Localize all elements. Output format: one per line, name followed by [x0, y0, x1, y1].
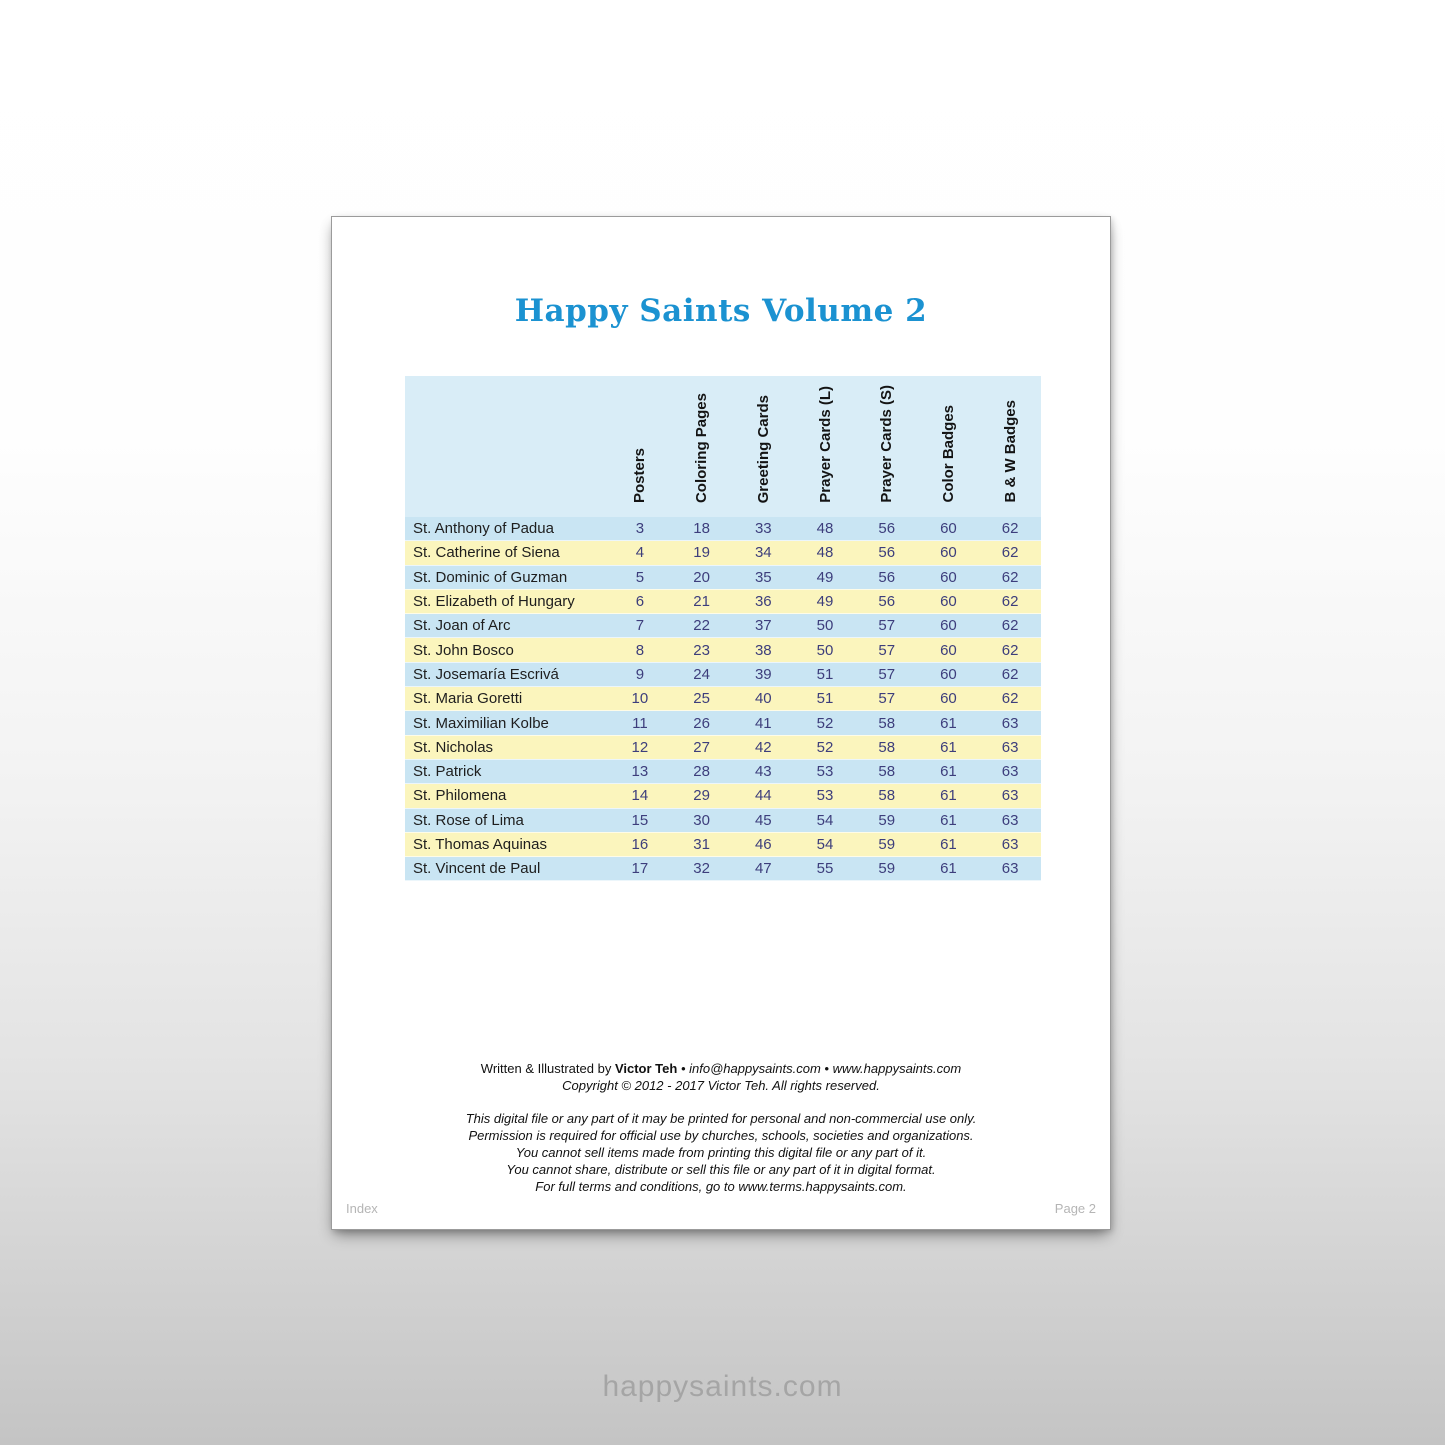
page-number-cell: 62	[979, 614, 1041, 638]
page-number-cell: 62	[979, 687, 1041, 711]
saint-name-cell: St. Joan of Arc	[405, 614, 609, 638]
saint-name-cell: St. Anthony of Padua	[405, 517, 609, 541]
page-number-cell: 62	[979, 589, 1041, 613]
page-number-cell: 59	[856, 832, 918, 856]
page-number-cell: 48	[794, 541, 856, 565]
credit-contacts: • info@happysaints.com • www.happysaints.com	[677, 1061, 962, 1076]
page-title: Happy Saints Volume 2	[514, 293, 928, 329]
column-header	[979, 376, 1041, 517]
page-number-cell: 61	[918, 711, 980, 735]
column-header	[918, 376, 980, 517]
site-watermark: happysaints.com	[602, 1370, 843, 1403]
column-header-label: Coloring Pages	[693, 392, 711, 503]
page-number-cell: 60	[918, 517, 980, 541]
page-number-cell: 10	[609, 687, 671, 711]
credit-prefix: Written & Illustrated by	[480, 1061, 615, 1076]
saint-name-cell: St. John Bosco	[405, 638, 609, 662]
document-page	[331, 216, 1111, 1230]
column-header	[732, 376, 794, 517]
copyright-line: Copyright © 2012 - 2017 Victor Teh. All rights reserved.	[562, 1078, 880, 1093]
saint-name-cell: St. Thomas Aquinas	[405, 832, 609, 856]
page-number-cell: 27	[671, 735, 733, 759]
table-row	[405, 517, 1041, 541]
page-number-cell: 63	[979, 711, 1041, 735]
table-row	[405, 638, 1041, 662]
page-number-cell: 11	[609, 711, 671, 735]
page-number-cell: 63	[979, 857, 1041, 881]
page-number-cell: 51	[794, 662, 856, 686]
page-number-cell: 54	[794, 832, 856, 856]
page-number-cell: 15	[609, 808, 671, 832]
table-row	[405, 565, 1041, 589]
page-number-cell: 57	[856, 687, 918, 711]
column-header-label: Color Badges	[939, 405, 957, 503]
saint-name-cell: St. Elizabeth of Hungary	[405, 589, 609, 613]
page-number-cell: 52	[794, 735, 856, 759]
saints-index-table	[405, 376, 1041, 881]
page-number-cell: 3	[609, 517, 671, 541]
page-number-label: Page 2	[1054, 1201, 1096, 1216]
page-number-cell: 42	[732, 735, 794, 759]
page-number-cell: 55	[794, 857, 856, 881]
saint-name-cell: St. Josemaría Escrivá	[405, 662, 609, 686]
page-number-cell: 63	[979, 735, 1041, 759]
page-number-cell: 34	[732, 541, 794, 565]
page-number-cell: 8	[609, 638, 671, 662]
page-number-cell: 33	[732, 517, 794, 541]
column-header-label: Prayer Cards (L)	[816, 386, 834, 503]
page-number-cell: 46	[732, 832, 794, 856]
page-number-cell: 50	[794, 614, 856, 638]
page-number-cell: 63	[979, 759, 1041, 783]
page-number-cell: 56	[856, 517, 918, 541]
page-number-cell: 59	[856, 857, 918, 881]
page-number-cell: 53	[794, 759, 856, 783]
page-number-cell: 60	[918, 638, 980, 662]
saint-name-cell: St. Patrick	[405, 759, 609, 783]
page-number-cell: 21	[671, 589, 733, 613]
page-number-cell: 60	[918, 565, 980, 589]
page-number-cell: 37	[732, 614, 794, 638]
page-number-cell: 63	[979, 808, 1041, 832]
page-number-cell: 45	[732, 808, 794, 832]
page-number-cell: 16	[609, 832, 671, 856]
saint-name-cell: St. Rose of Lima	[405, 808, 609, 832]
column-header	[794, 376, 856, 517]
saint-name-cell: St. Maria Goretti	[405, 687, 609, 711]
saint-name-cell: St. Dominic of Guzman	[405, 565, 609, 589]
page-number-cell: 14	[609, 784, 671, 808]
index-table	[405, 376, 1041, 881]
page-number-cell: 61	[918, 735, 980, 759]
page-number-cell: 49	[794, 565, 856, 589]
page-number-cell: 32	[671, 857, 733, 881]
column-header	[671, 376, 733, 517]
page-number-cell: 62	[979, 638, 1041, 662]
table-row	[405, 735, 1041, 759]
page-number-cell: 52	[794, 711, 856, 735]
page-number-cell: 23	[671, 638, 733, 662]
page-number-cell: 24	[671, 662, 733, 686]
credit-line	[332, 1060, 1110, 1077]
table-body	[405, 517, 1041, 881]
page-number-cell: 44	[732, 784, 794, 808]
table-row	[405, 589, 1041, 613]
page-number-cell: 4	[609, 541, 671, 565]
table-row	[405, 759, 1041, 783]
page-number-cell: 58	[856, 759, 918, 783]
page-number-cell: 50	[794, 638, 856, 662]
page-number-cell: 7	[609, 614, 671, 638]
page-number-cell: 57	[856, 638, 918, 662]
page-number-cell: 57	[856, 662, 918, 686]
page-number-cell: 62	[979, 565, 1041, 589]
page-number-cell: 58	[856, 784, 918, 808]
saint-name-cell: St. Catherine of Siena	[405, 541, 609, 565]
page-number-cell: 58	[856, 735, 918, 759]
page-number-cell: 60	[918, 589, 980, 613]
page-number-cell: 49	[794, 589, 856, 613]
page-number-cell: 38	[732, 638, 794, 662]
page-number-cell: 63	[979, 784, 1041, 808]
table-row	[405, 687, 1041, 711]
terms-line: Permission is required for official use by churches, schools, societies and organizations.	[468, 1128, 974, 1143]
page-number-cell: 56	[856, 541, 918, 565]
page-number-cell: 62	[979, 517, 1041, 541]
saint-name-cell: St. Vincent de Paul	[405, 857, 609, 881]
page-number-cell: 61	[918, 857, 980, 881]
page-number-cell: 63	[979, 832, 1041, 856]
column-header-label: B & W Badges	[1001, 400, 1019, 503]
credits-block	[332, 1060, 1110, 1094]
page-number-cell: 28	[671, 759, 733, 783]
page-number-cell: 35	[732, 565, 794, 589]
column-header-label: Greeting Cards	[754, 394, 772, 503]
page-number-cell: 36	[732, 589, 794, 613]
page-number-cell: 54	[794, 808, 856, 832]
saint-name-cell: St. Nicholas	[405, 735, 609, 759]
page-number-cell: 5	[609, 565, 671, 589]
page-number-cell: 19	[671, 541, 733, 565]
page-number-cell: 61	[918, 759, 980, 783]
page-number-cell: 18	[671, 517, 733, 541]
page-number-cell: 47	[732, 857, 794, 881]
page-number-cell: 20	[671, 565, 733, 589]
table-row	[405, 662, 1041, 686]
column-header	[609, 376, 671, 517]
page-number-cell: 43	[732, 759, 794, 783]
page-number-cell: 56	[856, 565, 918, 589]
page-number-cell: 62	[979, 541, 1041, 565]
page-number-cell: 51	[794, 687, 856, 711]
table-row	[405, 832, 1041, 856]
page-number-cell: 53	[794, 784, 856, 808]
page-number-cell: 59	[856, 808, 918, 832]
page-number-cell: 30	[671, 808, 733, 832]
page-number-cell: 12	[609, 735, 671, 759]
page-number-cell: 60	[918, 614, 980, 638]
page-number-cell: 58	[856, 711, 918, 735]
page-number-cell: 41	[732, 711, 794, 735]
column-header-label: Posters	[631, 447, 649, 503]
table-row	[405, 614, 1041, 638]
page-number-cell: 57	[856, 614, 918, 638]
page-number-cell: 60	[918, 662, 980, 686]
saint-name-cell: St. Maximilian Kolbe	[405, 711, 609, 735]
page-number-cell: 61	[918, 784, 980, 808]
terms-line: You cannot share, distribute or sell this file or any part of it in digital format.	[506, 1162, 936, 1177]
page-number-cell: 6	[609, 589, 671, 613]
page-number-cell: 61	[918, 832, 980, 856]
page-number-cell: 48	[794, 517, 856, 541]
page-number-cell: 9	[609, 662, 671, 686]
header-corner-cell	[405, 376, 609, 517]
page-number-cell: 61	[918, 808, 980, 832]
column-header	[856, 376, 918, 517]
table-row	[405, 808, 1041, 832]
terms-block	[332, 1110, 1110, 1195]
page-number-cell: 26	[671, 711, 733, 735]
page-number-cell: 56	[856, 589, 918, 613]
column-header-label: Prayer Cards (S)	[878, 385, 896, 503]
page-number-cell: 62	[979, 662, 1041, 686]
terms-line: For full terms and conditions, go to www.terms.happysaints.com.	[535, 1179, 907, 1194]
page-number-cell: 40	[732, 687, 794, 711]
table-row	[405, 711, 1041, 735]
page-number-cell: 39	[732, 662, 794, 686]
page-number-cell: 60	[918, 687, 980, 711]
table-row	[405, 541, 1041, 565]
page-number-cell: 13	[609, 759, 671, 783]
terms-line: This digital file or any part of it may be printed for personal and non-commercial use only.	[465, 1111, 977, 1126]
index-label: Index	[346, 1201, 378, 1216]
table-row	[405, 784, 1041, 808]
page-number-cell: 25	[671, 687, 733, 711]
saint-name-cell: St. Philomena	[405, 784, 609, 808]
page-number-cell: 22	[671, 614, 733, 638]
author-name: Victor Teh	[614, 1061, 678, 1076]
terms-line: You cannot sell items made from printing this digital file or any part of it.	[515, 1145, 927, 1160]
page-number-cell: 31	[671, 832, 733, 856]
page-number-cell: 29	[671, 784, 733, 808]
table-header	[405, 376, 1041, 517]
page-number-cell: 17	[609, 857, 671, 881]
page-number-cell: 60	[918, 541, 980, 565]
table-row	[405, 857, 1041, 881]
